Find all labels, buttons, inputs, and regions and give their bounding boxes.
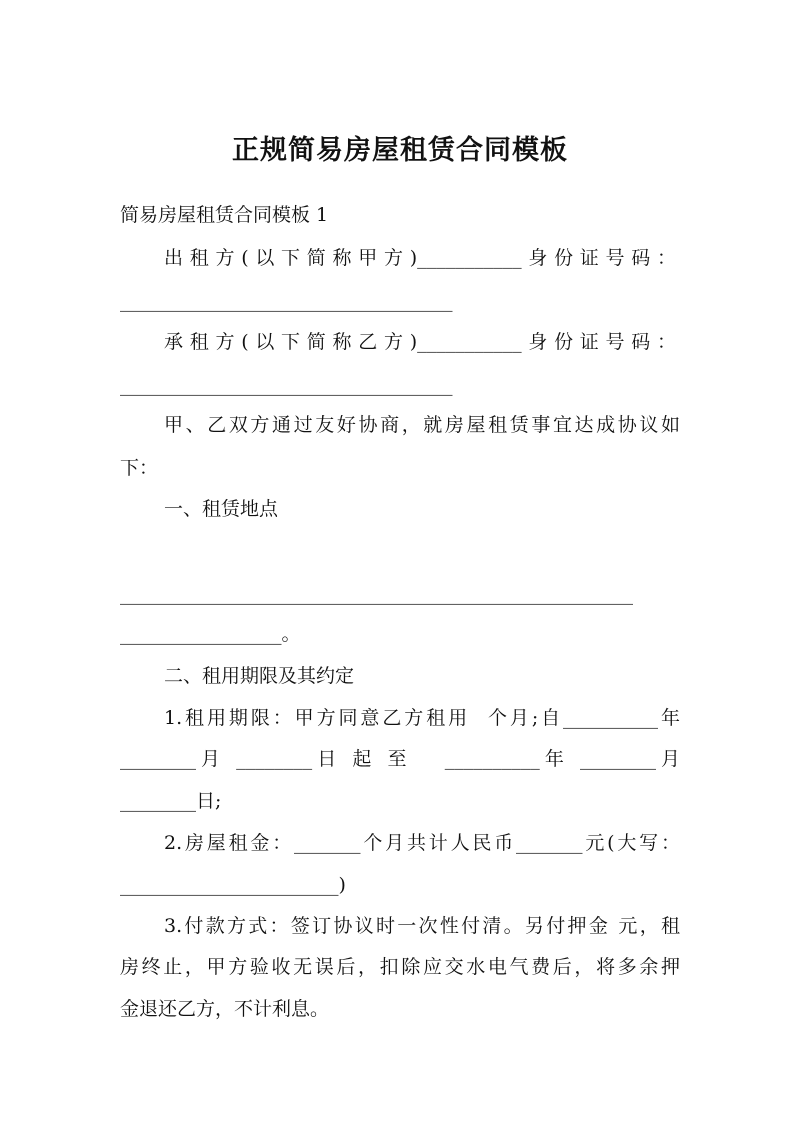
rent-line-1: 2.房屋租金：_______个月共计人民币_______元(大写： (164, 832, 680, 854)
lessor-line: 出租方(以下简称甲方)___________身份证号码： (164, 247, 676, 269)
location-blank-1: ______________________________________________________ (120, 583, 633, 605)
payment-line-1: 3.付款方式：签订协议时一次性付清。另付押金 元，租 (164, 915, 680, 937)
location-blank-2: _________________。 (120, 623, 301, 645)
lessee-line: 承租方(以下简称乙方)___________身份证号码： (164, 331, 676, 353)
section-1-heading: 一、租赁地点 (164, 498, 279, 520)
term-line-2: ________月 ________日 起 至 __________年 ________月 (120, 748, 680, 770)
lessor-id-blank: ___________________________________ (120, 290, 453, 312)
document-title: 正规简易房屋租赁合同模板 (232, 135, 568, 166)
intro-line-1: 甲、乙双方通过友好协商，就房屋租赁事宜达成协议如 (164, 414, 680, 436)
lessee-id-blank: ___________________________________ (120, 374, 453, 396)
payment-line-3: 金退还乙方，不计利息。 (120, 998, 330, 1020)
rent-line-2: _______________________) (120, 874, 346, 896)
term-line-1: 1.租用期限：甲方同意乙方租用 个月;自__________年 (164, 707, 680, 729)
template-subtitle: 简易房屋租赁合同模板 1 (120, 204, 329, 226)
section-2-heading: 二、租用期限及其约定 (164, 665, 355, 687)
term-line-3: ________日; (120, 790, 222, 812)
payment-line-2: 房终止，甲方验收无误后，扣除应交水电气费后，将多余押 (120, 956, 680, 978)
intro-line-2: 下： (120, 457, 159, 479)
